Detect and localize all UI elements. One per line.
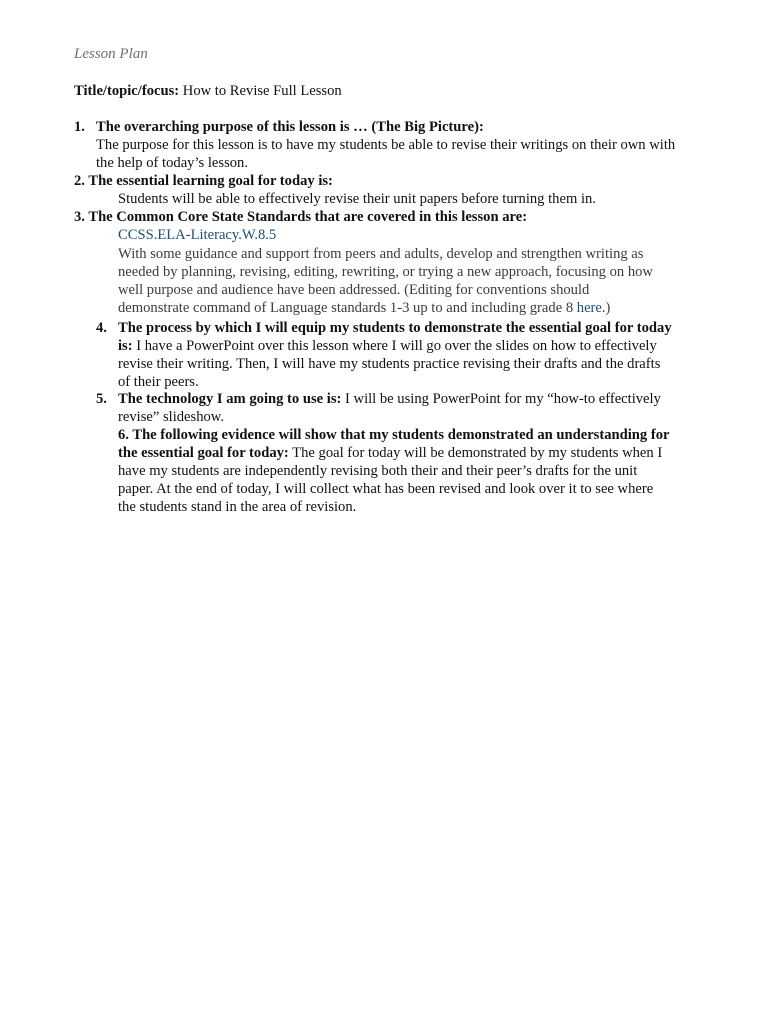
standard-text-line2: needed by planning, revising, editing, rewriting, or trying a new approach, focusing on how [118, 264, 653, 280]
item5-text-line1: I will be using PowerPoint for my “how-to effectively [341, 391, 661, 407]
item5-text-line2: revise” slideshow. [118, 409, 225, 425]
standard-text-line4-pre: demonstrate command of Language standards 1-3 up to and including grade 8 [118, 300, 577, 316]
item5-number: 5. [96, 391, 107, 407]
item6-heading-line2: the essential goal for today: [118, 445, 289, 461]
item4-text-line1: I have a PowerPoint over this lesson where I will go over the slides on how to effectively [132, 338, 657, 354]
standard-text-line4 [118, 299, 610, 317]
item4-text-line2: revise their writing. Then, I will have my students practice revising their drafts and the drafts [118, 356, 661, 372]
item1-text-line1: The purpose for this lesson is to have my students be able to revise their writings on their own with [96, 137, 676, 153]
item6-text-line3: paper. At the end of today, I will collect what has been revised and look over it to see where [118, 481, 654, 497]
title-label: Title/topic/focus: [74, 83, 180, 99]
item1-number: 1. [74, 119, 85, 135]
item6-text-line4: the students stand in the area of revision. [118, 499, 357, 515]
item1-heading: The overarching purpose of this lesson is … (The Big Picture): [96, 119, 484, 135]
item5-line1 [118, 390, 661, 408]
item6-heading-line1: 6. The following evidence will show that my students demonstrated an understanding for [118, 427, 670, 443]
item4-heading-line2: is: [118, 338, 133, 354]
standard-text-line1: With some guidance and support from peers and adults, develop and strengthen writing as [118, 246, 644, 262]
item4-number: 4. [96, 320, 107, 336]
item6-text-line2: have my students are independently revising both their and their peer’s drafts for the unit [118, 463, 638, 479]
item2-heading: 2. The essential learning goal for today is: [74, 173, 333, 189]
standard-link[interactable]: CCSS.ELA-Literacy.W.8.5 [118, 227, 277, 243]
document-header: Lesson Plan [74, 46, 148, 62]
here-link[interactable]: here [576, 300, 602, 316]
standard-text-line4-post: .) [601, 300, 611, 316]
item4-heading-line1: The process by which I will equip my students to demonstrate the essential goal for today [118, 320, 672, 336]
item6-line2 [118, 444, 662, 462]
item1-text-line2: the help of today’s lesson. [96, 155, 248, 171]
item5-heading: The technology I am going to use is: [118, 391, 342, 407]
item3-heading: 3. The Common Core State Standards that are covered in this lesson are: [74, 209, 528, 225]
standard-text-line3: well purpose and audience have been addressed. (Editing for conventions should [118, 282, 590, 298]
item4-line2 [118, 337, 657, 355]
item6-text-line1: The goal for today will be demonstrated by my students when I [288, 445, 663, 461]
item4-text-line3: of their peers. [118, 374, 199, 390]
title-line [74, 82, 342, 100]
item2-text: Students will be able to effectively revise their unit papers before turning them in. [118, 191, 596, 207]
title-value: How to Revise Full Lesson [182, 83, 342, 99]
